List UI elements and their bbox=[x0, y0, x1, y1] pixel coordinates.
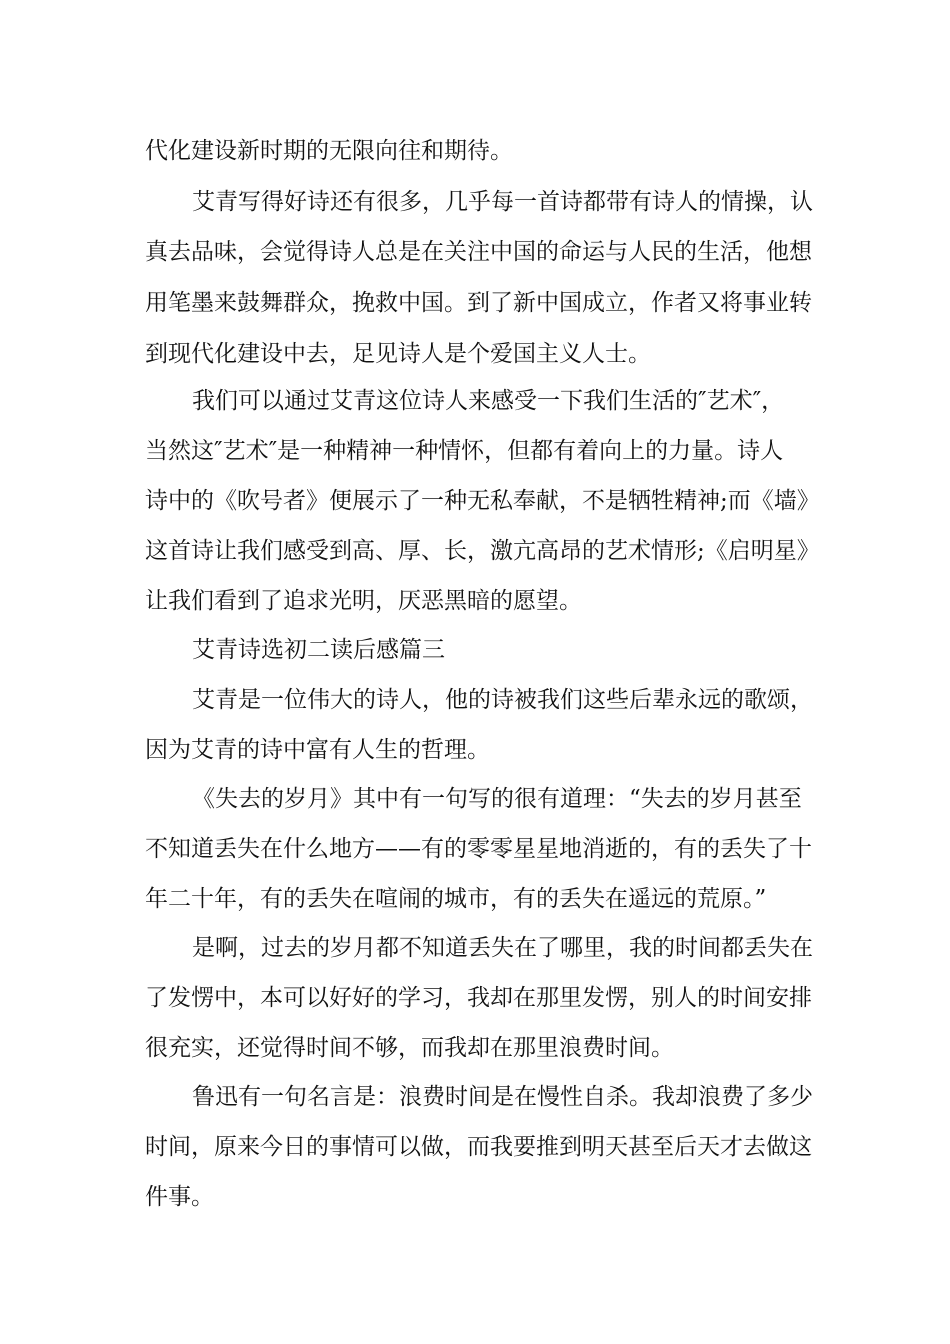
text-line: 艾青是一位伟大的诗人，他的诗被我们这些后辈永远的歌颂， bbox=[192, 687, 813, 713]
text-line: 当然这″艺术″是一种精神一种情怀，但都有着向上的力量。诗人 bbox=[145, 438, 784, 464]
text-line: 我们可以通过艾青这位诗人来感受一下我们生活的″艺术″， bbox=[192, 388, 785, 414]
text-line: 真去品味，会觉得诗人总是在关注中国的命运与人民的生活，他想 bbox=[145, 239, 812, 265]
text-line: 《失去的岁月》其中有一句写的很有道理：“失去的岁月甚至 bbox=[192, 786, 802, 812]
section-heading: 艾青诗选初二读后感篇三 bbox=[192, 637, 445, 663]
text-line: 时间，原来今日的事情可以做，而我要推到明天甚至后天才去做这 bbox=[145, 1134, 812, 1160]
text-line: 因为艾青的诗中富有人生的哲理。 bbox=[145, 737, 490, 763]
text-line: 鲁迅有一句名言是：浪费时间是在慢性自杀。我却浪费了多少 bbox=[192, 1084, 813, 1110]
text-line: 年二十年，有的丢失在喧闹的城市，有的丢失在遥远的荒原。” bbox=[145, 886, 767, 912]
text-line: 不知道丢失在什么地方——有的零零星星地消逝的，有的丢失了十 bbox=[145, 836, 812, 862]
text-line: 很充实，还觉得时间不够，而我却在那里浪费时间。 bbox=[145, 1035, 674, 1061]
text-line: 艾青写得好诗还有很多，几乎每一首诗都带有诗人的情操，认 bbox=[192, 189, 813, 215]
text-line: 件事。 bbox=[145, 1184, 214, 1210]
text-line: 诗中的《吹号者》便展示了一种无私奉献，不是牺牲精神;而《墙》 bbox=[145, 488, 820, 514]
text-line: 这首诗让我们感受到高、厚、长，激亢高昂的艺术情形;《启明星》 bbox=[145, 538, 820, 564]
text-line: 让我们看到了追求光明，厌恶黑暗的愿望。 bbox=[145, 588, 582, 614]
text-line: 用笔墨来鼓舞群众，挽救中国。到了新中国成立，作者又将事业转 bbox=[145, 290, 812, 316]
text-line: 了发愣中，本可以好好的学习，我却在那里发愣，别人的时间安排 bbox=[145, 985, 812, 1011]
text-line: 是啊，过去的岁月都不知道丢失在了哪里，我的时间都丢失在 bbox=[192, 935, 813, 961]
text-line: 到现代化建设中去，足见诗人是个爱国主义人士。 bbox=[145, 341, 651, 367]
text-line: 代化建设新时期的无限向往和期待。 bbox=[145, 138, 513, 164]
